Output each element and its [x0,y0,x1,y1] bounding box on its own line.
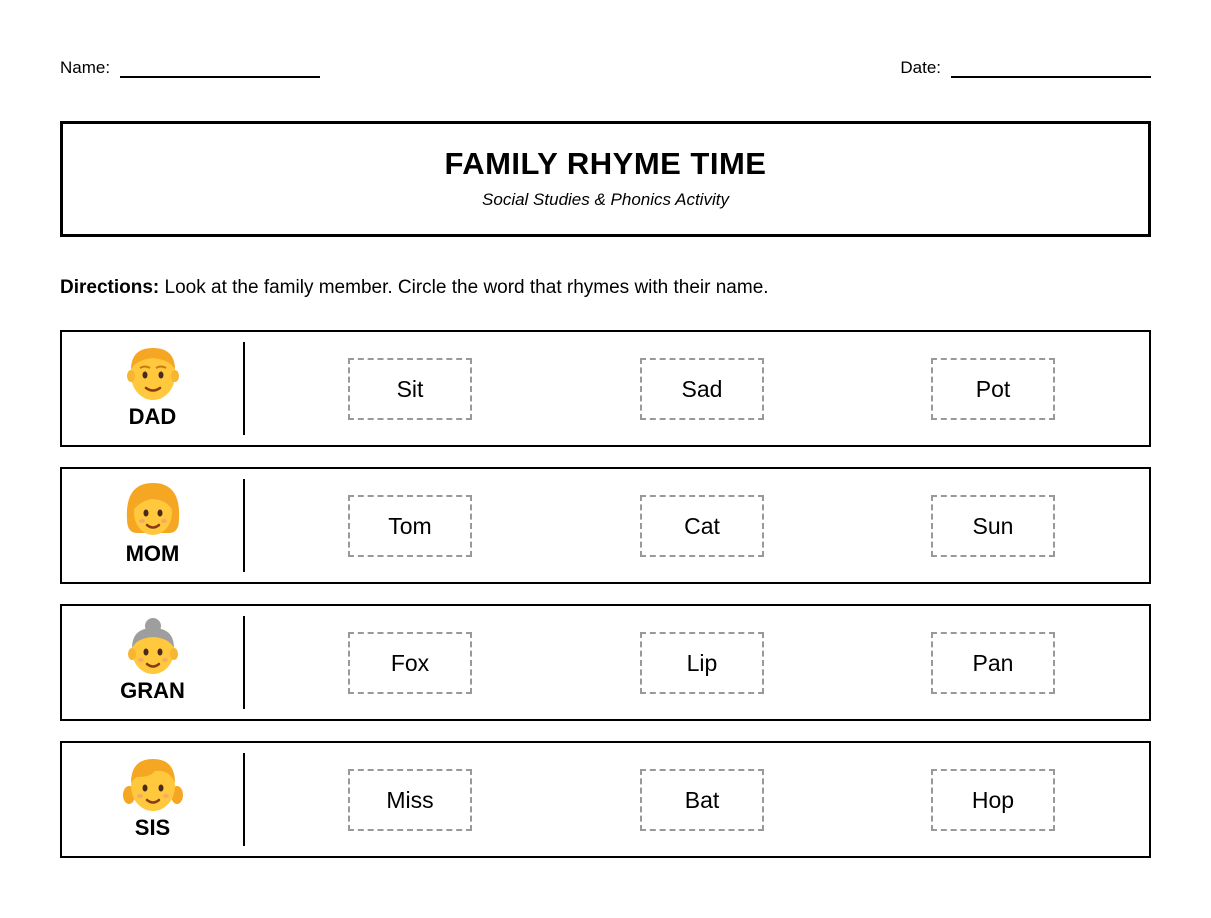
word-choice[interactable]: Pot [931,358,1055,420]
word-choice[interactable]: Sad [640,358,764,420]
date-label: Date: [900,58,941,77]
word-choice[interactable]: Bat [640,769,764,831]
directions-label: Directions: [60,277,160,298]
member-name: SIS [134,815,171,840]
date-field [900,58,1151,78]
woman-face-icon [123,479,183,539]
word-choice[interactable]: Sit [348,358,472,420]
family-member [62,342,245,435]
rhyme-row [60,467,1151,584]
directions-text: Look at the family member. Circle the word that rhymes with their name. [164,277,769,298]
word-choice[interactable]: Miss [348,769,472,831]
family-member [62,753,245,846]
rhyme-row [60,604,1151,721]
family-member [62,479,245,572]
member-name: GRAN [120,678,185,703]
title-box [60,121,1151,237]
date-blank-line[interactable] [951,61,1151,78]
man-face-icon [123,342,183,402]
rhyme-row [60,741,1151,858]
grandma-face-icon [123,616,183,676]
worksheet-subtitle: Social Studies & Phonics Activity [482,190,729,209]
directions [60,277,769,299]
word-choice[interactable]: Hop [931,769,1055,831]
name-field [60,58,320,78]
rhyme-rows [60,330,1151,878]
name-label: Name: [60,58,111,77]
word-choice[interactable]: Sun [931,495,1055,557]
word-choice[interactable]: Cat [640,495,764,557]
family-member [62,616,245,709]
student-info-row [60,58,1151,78]
girl-face-icon [123,753,183,813]
word-choice[interactable]: Lip [640,632,764,694]
rhyme-row [60,330,1151,447]
name-blank-line[interactable] [120,61,320,78]
word-choice[interactable]: Tom [348,495,472,557]
worksheet-title: FAMILY RHYME TIME [444,146,767,181]
member-name: DAD [128,404,177,429]
member-name: MOM [125,541,180,566]
word-choice[interactable]: Pan [931,632,1055,694]
word-choice[interactable]: Fox [348,632,472,694]
